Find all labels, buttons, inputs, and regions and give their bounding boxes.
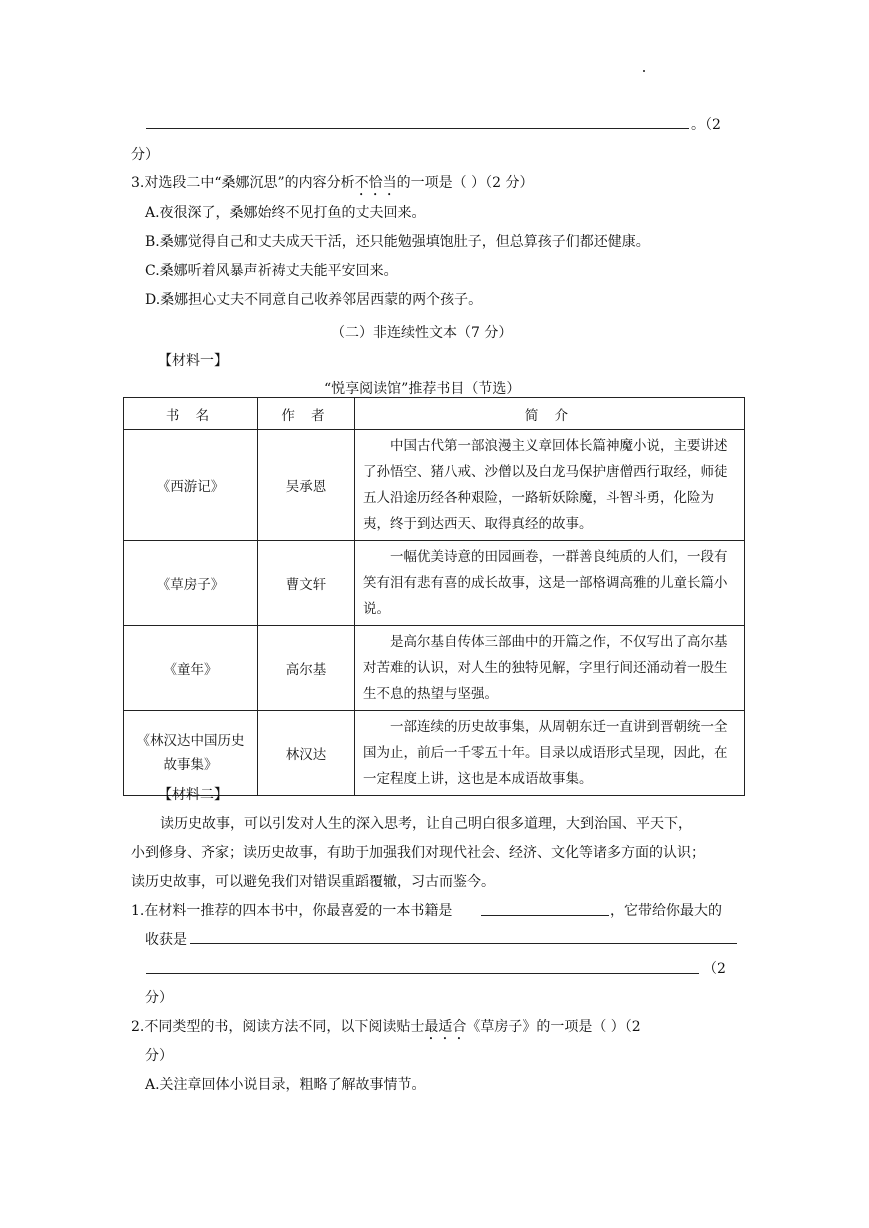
table-title: “悦享阅读馆”推荐书目（节选）: [324, 381, 521, 397]
header-name: 书 名: [124, 398, 258, 430]
question-1-stem-c: 收获是: [145, 932, 187, 948]
question-1-score: （2: [703, 961, 726, 977]
question-3-stem-a: 3.对选段二中“桑娜沉思”的内容分析: [131, 175, 355, 191]
book-answer-blank[interactable]: [481, 915, 609, 916]
book-intro: 是高尔基自传体三部曲中的开篇之作，不仅写出了高尔基对苦难的认识，对人生的独特见解，字里行间还涌动着一股生生不息的热望与坚强。: [355, 626, 745, 711]
material-2-line: 读历史故事，可以引发对人生的深入思考，让自己明白很多道理，大到治国、平天下，: [160, 816, 692, 832]
question-1-score-tail: 分）: [145, 990, 173, 1006]
book-author: 吴承恩: [258, 430, 355, 541]
continuation-text: 。（2: [691, 117, 721, 133]
table-row: [124, 430, 745, 541]
harvest-answer-blank-2[interactable]: [146, 973, 699, 974]
table-row: [124, 626, 745, 711]
book-author: 林汉达: [258, 711, 355, 796]
option-d: D.桑娜担心丈夫不同意自己收养邻居西蒙的两个孩子。: [145, 292, 483, 308]
question-1-stem: 1.在材料一推荐的四本书中，你最喜爱的一本书籍是: [131, 903, 453, 919]
question-2-score-tail: 分）: [145, 1048, 173, 1064]
book-table: [123, 397, 745, 796]
book-intro: 一部连续的历史故事集，从周朝东迁一直讲到晋朝统一全国为止，前后一千零五十年。目录以成语形式呈现，因此，在一定程度上讲，这也是本成语故事集。: [355, 711, 745, 796]
question-2-stem-b: 《草房子》的一项是（ ）（2: [466, 1019, 641, 1035]
material-1-label: 【材料一】: [158, 353, 228, 369]
book-author: 高尔基: [258, 626, 355, 711]
book-intro: 一幅优美诗意的田园画卷，一群善良纯质的人们，一段有笑有泪有悲有喜的成长故事，这是一部格调高雅的儿童长篇小说。: [355, 541, 745, 626]
material-2-line: 读历史故事，可以避免我们对错误重蹈覆辙，习古而鉴今。: [131, 874, 495, 890]
answer-blank-line[interactable]: [146, 128, 689, 129]
material-2-label: 【材料二】: [158, 787, 228, 803]
question-2-stem-a: 2.不同类型的书，阅读方法不同，以下阅读贴士: [131, 1019, 425, 1035]
header-intro: 简 介: [355, 398, 745, 430]
table-row: [124, 541, 745, 626]
table-row: [124, 711, 745, 796]
table-header-row: [124, 398, 745, 430]
stray-dot: [643, 70, 645, 72]
question-1-stem-b: ，它带给你最大的: [610, 903, 722, 919]
book-name-text: 《林汉达中国历史故事集》: [136, 733, 245, 773]
question-2-stem: [131, 1016, 641, 1043]
book-name: 《草房子》: [124, 541, 258, 626]
question-3-stem: [131, 172, 533, 199]
option-a: A.夜很深了，桑娜始终不见打鱼的丈夫回来。: [145, 205, 426, 221]
header-author: 作 者: [258, 398, 355, 430]
book-name: [124, 711, 258, 796]
book-name: 《西游记》: [124, 430, 258, 541]
continuation-text: 分）: [131, 147, 159, 163]
question-2-option-a: A.关注章回体小说目录，粗略了解故事情节。: [145, 1077, 426, 1093]
emphasis-text: 不恰当: [354, 175, 397, 191]
section-heading: （二）非连续性文本（7 分）: [331, 325, 513, 341]
material-2-line: 小到修身、齐家；读历史故事，有助于加强我们对现代社会、经济、文化等诸多方面的认识；: [131, 845, 705, 861]
harvest-answer-blank[interactable]: [190, 943, 737, 944]
emphasis-text: 最适合: [424, 1019, 467, 1035]
option-b: B.桑娜觉得自己和丈夫成天干活，还只能勉强填饱肚子，但总算孩子们都还健康。: [145, 234, 650, 250]
question-3-stem-b: 的一项是（ ）（2 分）: [396, 175, 534, 191]
book-author: 曹文轩: [258, 541, 355, 626]
book-intro: 中国古代第一部浪漫主义章回体长篇神魔小说，主要讲述了孙悟空、猪八戒、沙僧以及白龙马保护唐僧西行取经，师徒五人沿途历经各种艰险，一路斩妖除魔，斗智斗勇，化险为夷，终于到达西天、取得真经的故事。: [355, 430, 745, 541]
option-c: C.桑娜听着风暴声祈祷丈夫能平安回来。: [145, 263, 398, 279]
book-name: 《童年》: [124, 626, 258, 711]
